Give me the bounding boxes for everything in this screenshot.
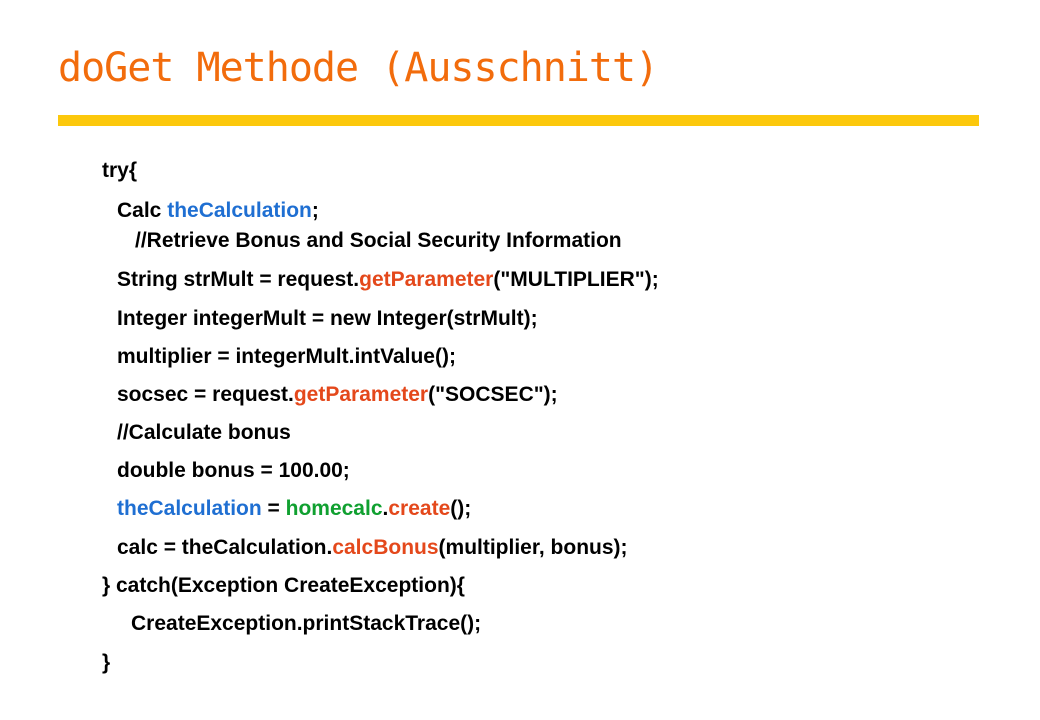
code-token-default: CreateException.printStackTrace(); (131, 612, 482, 635)
code-token-identifier: theCalculation (117, 497, 262, 520)
code-token-method: create (388, 497, 451, 520)
code-token-default: //Retrieve Bonus and Social Security Information (135, 229, 622, 252)
code-line-socsec-line (117, 382, 558, 408)
code-line-try-open (102, 158, 137, 184)
code-line-catch-line (102, 573, 465, 599)
code-line-comment-calculate (117, 420, 291, 446)
code-token-method: getParameter (293, 383, 429, 406)
code-token-default: calc = theCalculation. (117, 536, 333, 559)
code-token-identifier: theCalculation (167, 199, 312, 222)
code-token-default: try{ (102, 159, 138, 182)
code-token-default: } (102, 651, 111, 674)
code-token-default: ("SOCSEC"); (428, 383, 558, 406)
code-token-default: ; (311, 199, 319, 222)
code-token-default: ("MULTIPLIER"); (493, 268, 659, 291)
code-token-default: = (261, 497, 286, 520)
title-underline (58, 115, 979, 126)
code-line-printstacktrace-line (131, 611, 481, 637)
code-token-default: double bonus = 100.00; (117, 459, 350, 482)
code-line-calc-declaration (117, 198, 319, 224)
code-token-default: (); (450, 497, 472, 520)
code-token-default: multiplier = integerMult.intValue(); (117, 345, 456, 368)
code-line-closing-brace (102, 650, 110, 676)
code-token-method: getParameter (359, 268, 494, 291)
code-line-calcbonus-line (117, 535, 628, 561)
code-line-bonus-line (117, 458, 350, 484)
code-token-default: } catch(Exception CreateException){ (102, 574, 465, 597)
code-line-multiplier-line (117, 344, 456, 370)
code-token-object: homecalc (285, 497, 383, 520)
slide-title: doGet Methode (Ausschnitt) (58, 45, 659, 91)
code-line-integermult-line (117, 306, 538, 332)
code-line-strmult-line (117, 267, 659, 293)
code-token-default: String strMult = request. (117, 268, 360, 291)
code-token-default: Integer integerMult = new Integer(strMult); (117, 307, 538, 330)
code-token-default: (multiplier, bonus); (438, 536, 628, 559)
code-line-create-line (117, 496, 471, 522)
code-token-default: Calc (117, 199, 168, 222)
code-token-default: . (382, 497, 389, 520)
code-token-default: socsec = request. (117, 383, 294, 406)
code-line-comment-retrieve (135, 228, 622, 254)
code-token-method: calcBonus (332, 536, 439, 559)
code-token-default: //Calculate bonus (117, 421, 291, 444)
